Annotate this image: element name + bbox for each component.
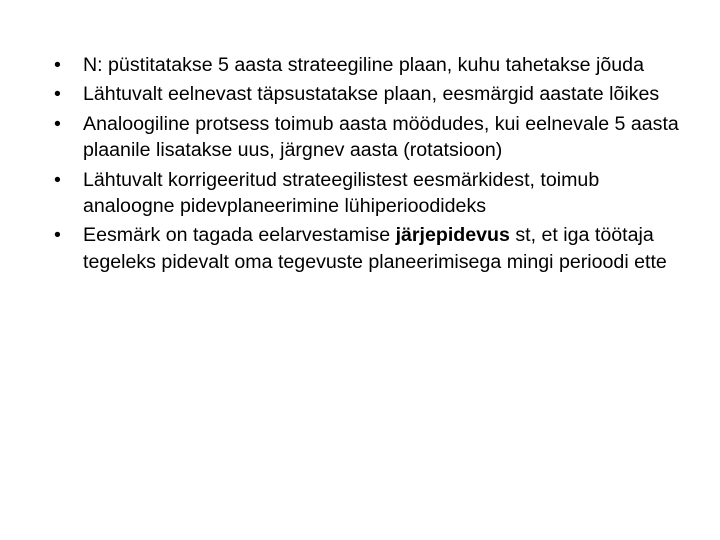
bullet-text: N: püstitatakse 5 aasta strateegiline plaan, kuhu tahetakse jõuda (83, 54, 644, 76)
bullet-marker-icon: • (54, 112, 61, 135)
bullet-text-before: Eesmärk on tagada eelarvestamise (83, 224, 396, 247)
bullet-item-3 (54, 111, 684, 164)
bullet-marker-icon: • (54, 168, 61, 191)
bullet-text-after: st, et iga töötaja tegeleks pidevalt oma tegevuste planeerimisega mingi perioodi ette (83, 224, 667, 273)
bullet-item-4 (54, 167, 684, 220)
bullet-text-emphasis: järjepidevus (395, 224, 510, 247)
bullet-list (54, 52, 684, 278)
bullet-text: Lähtuvalt korrigeeritud strateegilistest eesmärkidest, toimub analoogne pidevplaneerimine lühiperioodideks (83, 168, 600, 218)
bullet-item-1 (54, 52, 684, 78)
bullet-text: Lähtuvalt eelnevast täpsustatakse plaan, eesmärgid aastate lõikes (83, 83, 660, 106)
bullet-item-2 (54, 81, 684, 107)
bullet-marker-icon: • (54, 83, 61, 106)
bullet-text: Analoogiline protsess toimub aasta möödudes, kui eelnevale 5 aasta plaanile lisatakse uus, järgnev aasta (rotatsioon) (83, 112, 679, 162)
bullet-item-5 (54, 222, 684, 275)
bullet-marker-icon: • (54, 54, 61, 76)
bullet-marker-icon: • (54, 224, 61, 247)
